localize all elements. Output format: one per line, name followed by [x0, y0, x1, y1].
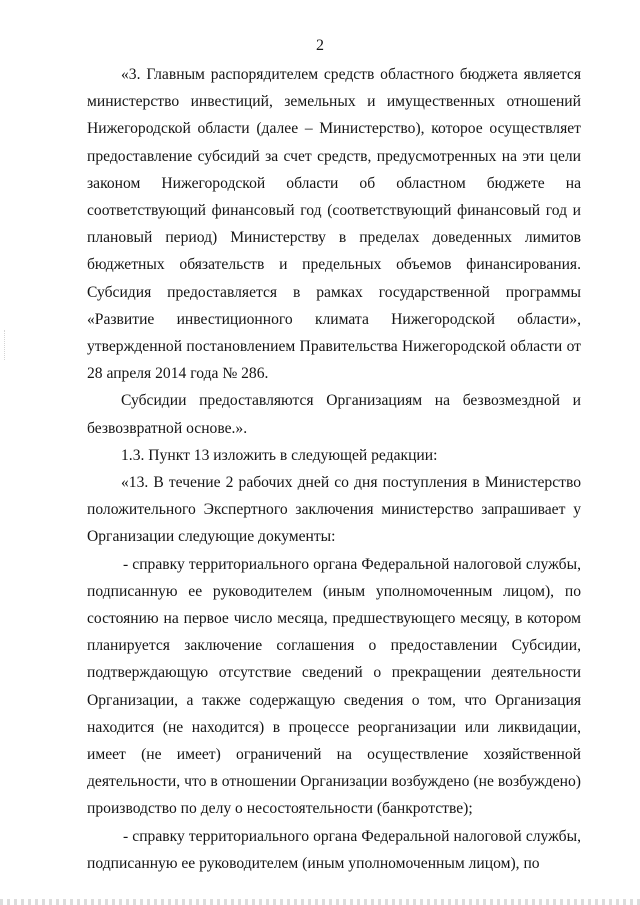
paragraph-subsidy-basis: Субсидии предоставляются Организациям на безвозмездной и безвозвратной основе.».	[87, 392, 581, 437]
list-item-tax-certificate-2: - справку территориального органа Федеральной налоговой службы, подписанную ее руководителем (иным уполномоченным лицом), по	[87, 827, 581, 872]
page-number: 2	[316, 37, 324, 54]
scan-margin-mark	[4, 330, 19, 360]
document-body	[87, 61, 581, 877]
scan-bottom-edge	[0, 899, 640, 905]
paragraph-chief-administrator: «3. Главным распорядителем средств областного бюджета является министерство инвестиций, земельных и имущественных отношений Нижегородской области (далее – Министерство), которое осуществляет предоставление субсидий за счет средств, предусмотренных на эти цели законом Нижегородской области об областном бюджете на соответствующий финансовый год (соответствующий финансовый год и плановый период) Министерству в пределах доведенных лимитов бюджетных обязательств и предельных объемов финансирования. Субсидия предоставляется в рамках государственной программы «Развитие инвестиционного климата Нижегородской области», утвержденной постановлением Правительства Нижегородской области от 28 апреля 2014 года № 286.	[87, 66, 581, 383]
paragraph-item-1-3: 1.3. Пункт 13 изложить в следующей редакции:	[121, 446, 438, 464]
paragraph-item-13: «13. В течение 2 рабочих дней со дня поступления в Министерство положительного Экспертного заключения министерство запрашивает у Организации следующие документы:	[87, 474, 581, 546]
list-item-tax-certificate-1: - справку территориального органа Федеральной налоговой службы, подписанную ее руководителем (иным уполномоченным лицом), по состоянию на первое число месяца, предшествующего месяцу, в котором планируется заключение соглашения о предоставлении Субсидии, подтверждающую отсутствие сведений о прекращении деятельности Организации, а также содержащую сведения о том, что Организация находится (не находится) в процессе реорганизации или ликвидации, имеет (не имеет) ограничений на осуществление хозяйственной деятельности, что в отношении Организации возбуждено (не возбуждено) производство по делу о несостоятельности (банкротстве);	[87, 555, 581, 818]
